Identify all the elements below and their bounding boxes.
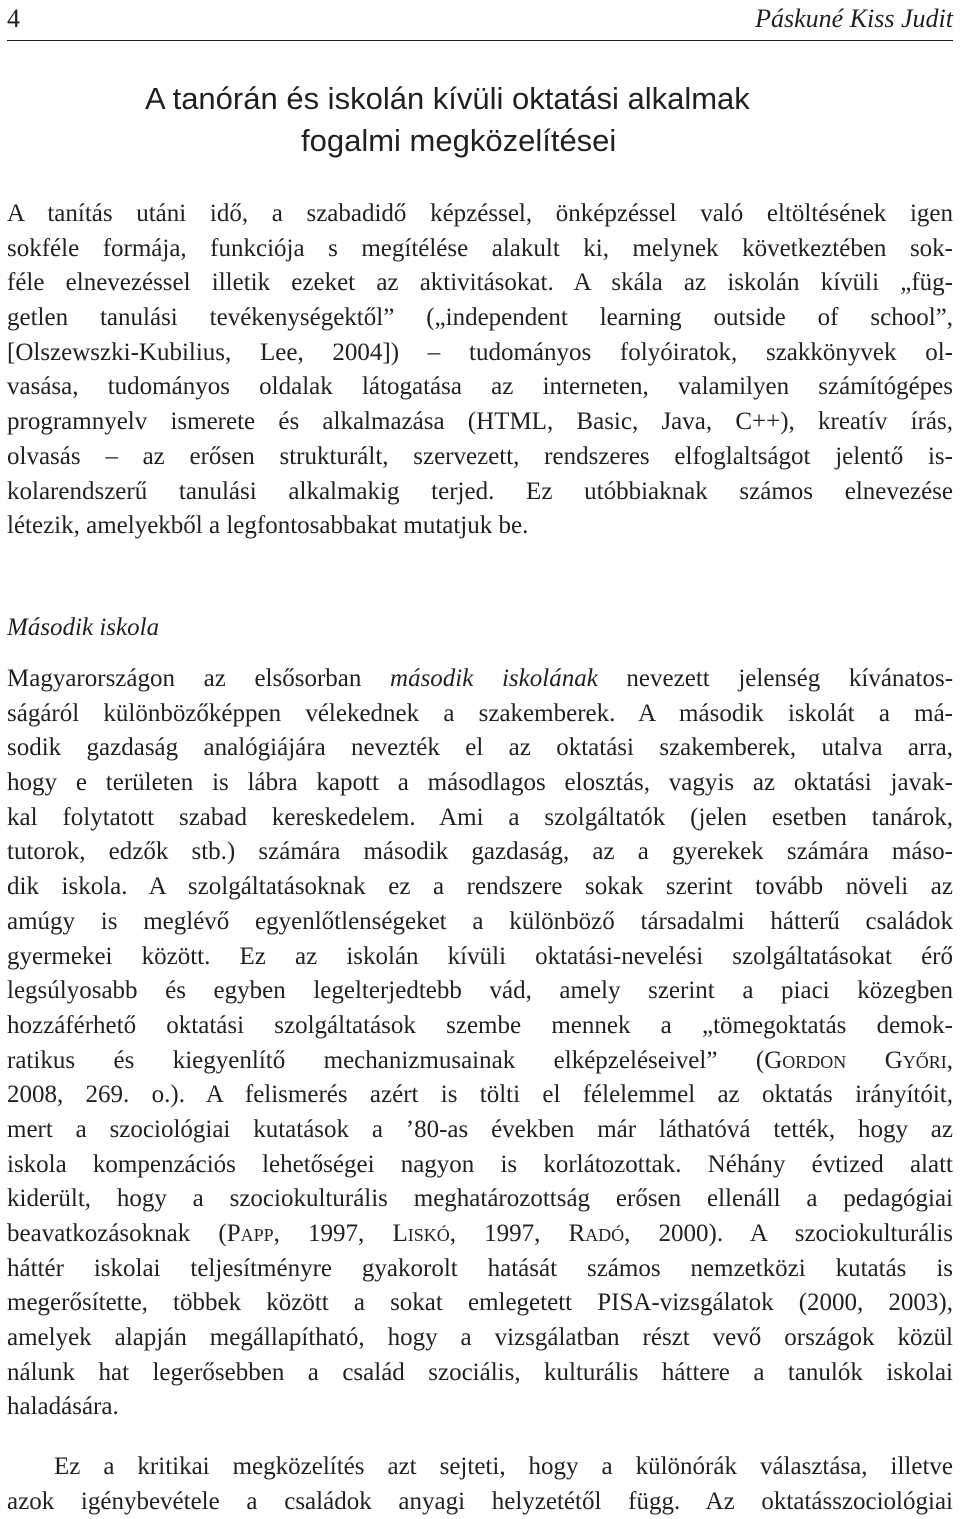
text-line: legsúlyosabb és egyben legelterjedtebb vád, amely szerint a piaci közegben	[7, 977, 953, 1005]
body-paragraph	[7, 662, 953, 1425]
italic-term: második iskolának	[390, 665, 598, 692]
final-paragraph	[7, 1450, 953, 1519]
text-line: Ez a kritikai megközelítés azt sejteti, hogy a különórák választása, illetve	[54, 1453, 953, 1480]
text-line: amúgy is meglévő egyenlőtlenségeket a különböző társadalmi hátterű családok	[7, 907, 953, 935]
section-title-line: A tanórán és iskolán kívüli oktatási alkalmak	[145, 81, 750, 116]
citation-author: Papp	[226, 1220, 274, 1247]
page-number: 4	[7, 4, 20, 33]
running-head: Páskuné Kiss Judit	[755, 4, 953, 33]
citation-author: Radó	[568, 1220, 625, 1247]
text-line: ságáról különbözőképpen vélekednek a szakemberek. A második iskolát a má-	[7, 699, 953, 727]
text-line: nálunk hat legerősebben a család szociális, kulturális háttere a tanulók iskolai	[7, 1358, 953, 1386]
text-line: dik iskola. A szolgáltatásoknak ez a rendszere sokak szerint tovább növeli az	[7, 873, 953, 901]
text-line: gyermekei között. Ez az iskolán kívüli oktatási-nevelési szolgáltatásokat érő	[7, 942, 953, 970]
text-line: tutorok, edzők stb.) számára második gazdaság, az a gyerekek számára máso-	[7, 838, 953, 866]
section-title	[145, 78, 905, 162]
text-line: amelyek alapján megállapítható, hogy a vizsgálatban részt vevő országok közül	[7, 1324, 953, 1352]
text-line: hozzáférhető oktatási szolgáltatások szembe mennek a „tömegoktatás demok-	[7, 1011, 953, 1039]
text-line: hogy e területen is lábra kapott a másodlagos elosztás, vagyis az oktatási javak-	[7, 769, 953, 797]
text-line: vasása, tudományos oldalak látogatása az interneten, valamilyen számítógépes	[7, 373, 953, 401]
section-title-line: fogalmi megközelítései	[301, 123, 617, 158]
text-line: kal folytatott szabad kereskedelem. Ami a szolgáltatók (jelen esetben tanárok,	[7, 803, 953, 831]
text-line: sokféle formája, funkciója s megítélése alakult ki, melynek következtében sok-	[7, 234, 953, 262]
text-line: 2008, 269. o.). A felismerés azért is tölti el félelemmel az oktatás irányítóit,	[7, 1081, 953, 1109]
text-line: megerősítette, többek között a sokat emlegetett PISA-vizsgálatok (2000, 2003),	[7, 1289, 953, 1317]
text-line: sodik gazdaság analógiájára nevezték el az oktatási szakemberek, utalva arra,	[7, 734, 953, 762]
text-line: beavatkozásoknak (Papp, 1997, Liskó, 1997, Radó, 2000). A szociokulturális	[7, 1220, 954, 1247]
text-line: olvasás – az erősen strukturált, szervezett, rendszeres elfoglaltságot jelentő is-	[7, 442, 953, 470]
citation-author: Liskó	[392, 1220, 450, 1247]
page-header	[7, 0, 953, 41]
intro-paragraph	[7, 197, 953, 544]
text-line: getlen tanulási tevékenységektől” („independent learning outside of school”,	[7, 304, 953, 332]
text-line: létezik, amelyekből a legfontosabbakat mutatjuk be.	[7, 512, 529, 540]
text-line: kolarendszerű tanulási alkalmakig terjed. Ez utóbbiaknak számos elnevezése	[7, 477, 953, 505]
text-line: iskola kompenzációs lehetőségei nagyon is korlátozottak. Néhány évtized alatt	[7, 1150, 953, 1178]
text-line: A tanítás utáni idő, a szabadidő képzéssel, önképzéssel való eltöltésének igen	[7, 200, 953, 227]
text-line: kiderült, hogy a szociokulturális meghatározottság erősen ellenáll a pedagógiai	[7, 1185, 953, 1213]
text-line: Magyarországon az elsősorban második iskolának nevezett jelenség kívánatos-	[7, 665, 954, 692]
text-line: haladására.	[7, 1393, 119, 1421]
text-line: programnyelv ismerete és alkalmazása (HTML, Basic, Java, C++), kreatív írás,	[7, 408, 953, 436]
text-line: azok igénybevétele a családok anyagi helyzetétől függ. Az oktatásszociológiai	[7, 1487, 953, 1515]
text-line: ratikus és kiegyenlítő mechanizmusainak elképzeléseivel” (Gordon Győri,	[7, 1046, 953, 1074]
citation-author: Gordon Győri	[764, 1046, 947, 1074]
text-line: mert a szociológiai kutatások a ’80-as években már láthatóvá tették, hogy az	[7, 1115, 953, 1143]
text-line: [Olszewszki-Kubilius, Lee, 2004]) – tudományos folyóiratok, szakkönyvek ol-	[7, 338, 953, 366]
text-line: féle elnevezéssel illetik ezeket az aktivitásokat. A skála az iskolán kívüli „füg-	[7, 269, 953, 297]
subheading: Második iskola	[7, 614, 160, 641]
text-line: háttér iskolai teljesítményre gyakorolt hatását számos nemzetközi kutatás is	[7, 1254, 953, 1282]
